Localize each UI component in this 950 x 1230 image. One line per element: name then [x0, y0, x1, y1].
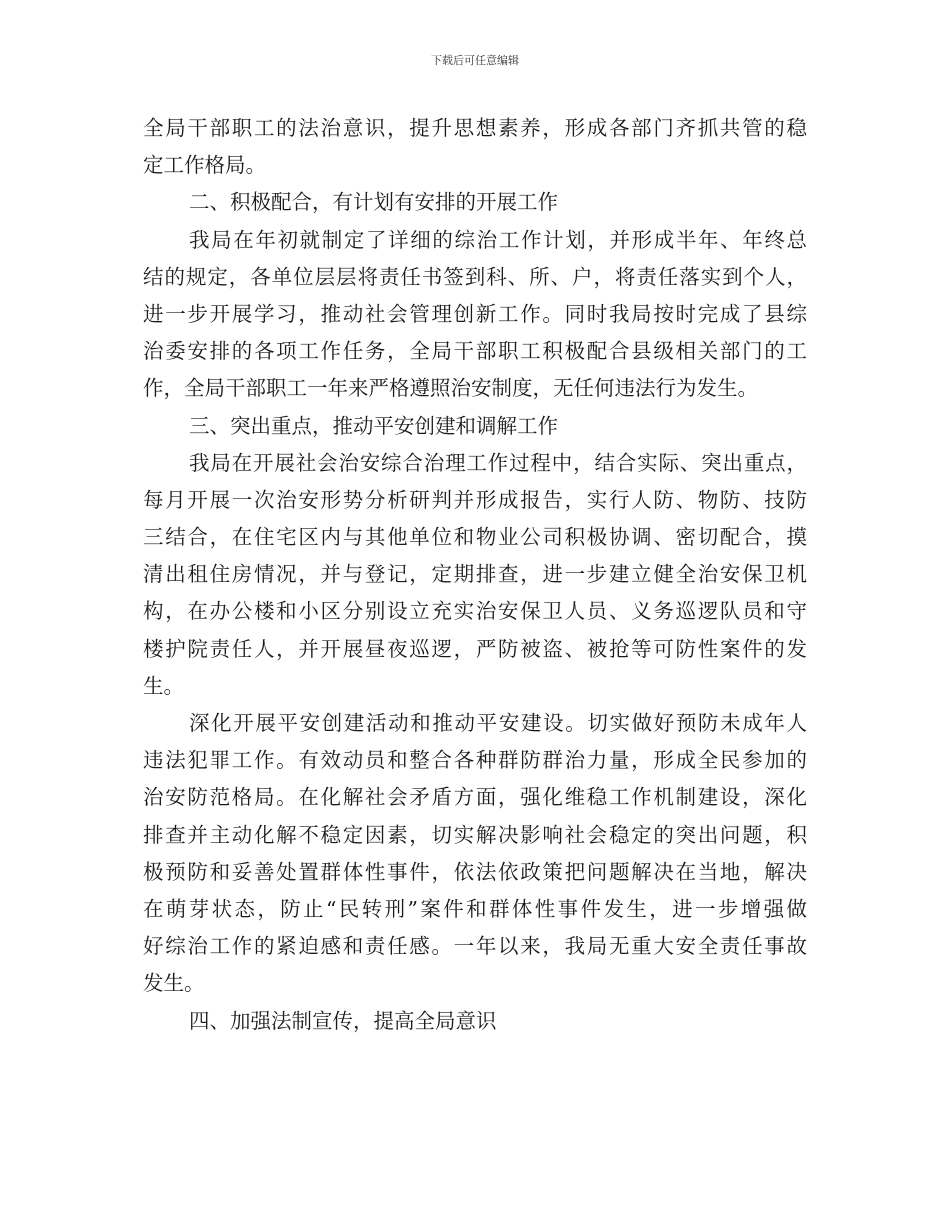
- text-line: 构，在办公楼和小区分别设立充实治安保卫人员、义务巡逻队员和守: [143, 599, 807, 624]
- text-line: 进一步开展学习，推动社会管理创新工作。同时我局按时完成了县综: [143, 301, 807, 326]
- text-line: 四、加强法制宣传，提高全局意识: [189, 1008, 497, 1033]
- text-line: 二、积极配合，有计划有安排的开展工作: [189, 190, 558, 215]
- text-line: 我局在开展社会治安综合治理工作过程中，结合实际、突出重点，: [189, 450, 807, 475]
- text-line: 深化开展平安创建活动和推动平安建设。切实做好预防未成年人: [189, 711, 807, 735]
- text-line: 定工作格局。: [143, 153, 266, 178]
- text-line: 好综治工作的紧迫感和责任感。一年以来，我局无重大安全责任事故: [143, 934, 807, 959]
- text-line: 全局干部职工的法治意识，提升思想素养，形成各部门齐抓共管的稳: [143, 116, 807, 140]
- text-line: 极预防和妥善处置群体性事件，依法依政策把问题解决在当地，解决: [143, 859, 807, 884]
- text-line: 治委安排的各项工作任务，全局干部职工积极配合县级相关部门的工: [143, 339, 807, 364]
- text-line: 作，全局干部职工一年来严格遵照治安制度，无任何违法行为发生。: [143, 376, 758, 401]
- text-line: 清出租住房情况，并与登记，定期排查，进一步建立健全治安保卫机: [143, 562, 807, 587]
- text-line: 我局在年初就制定了详细的综治工作计划，并形成半年、年终总: [189, 227, 807, 252]
- text-line: 排查并主动化解不稳定因素，切实解决影响社会稳定的突出问题，积: [143, 822, 807, 847]
- text-line: 楼护院责任人，并开展昼夜巡逻，严防被盗、被抢等可防性案件的发: [143, 636, 807, 661]
- text-line: 在萌芽状态，防止“民转刑”案件和群体性事件发生，进一步增强做: [143, 896, 807, 921]
- text-line: 三、突出重点，推动平安创建和调解工作: [189, 413, 558, 438]
- text-line: 生。: [143, 673, 184, 698]
- page-header: 下载后可任意编辑: [431, 54, 519, 67]
- text-line: 三结合，在住宅区内与其他单位和物业公司积极协调、密切配合，摸: [143, 525, 807, 550]
- text-line: 违法犯罪工作。有效动员和整合各种群防群治力量，形成全民参加的: [143, 748, 807, 773]
- document-body: [143, 110, 807, 1040]
- text-line: 结的规定，各单位层层将责任书签到科、所、户，将责任落实到个人，: [143, 264, 807, 289]
- text-line: 治安防范格局。在化解社会矛盾方面，强化维稳工作机制建设，深化: [143, 785, 807, 810]
- text-line: 发生。: [143, 971, 205, 996]
- text-line: 每月开展一次治安形势分析研判并形成报告，实行人防、物防、技防: [143, 487, 807, 512]
